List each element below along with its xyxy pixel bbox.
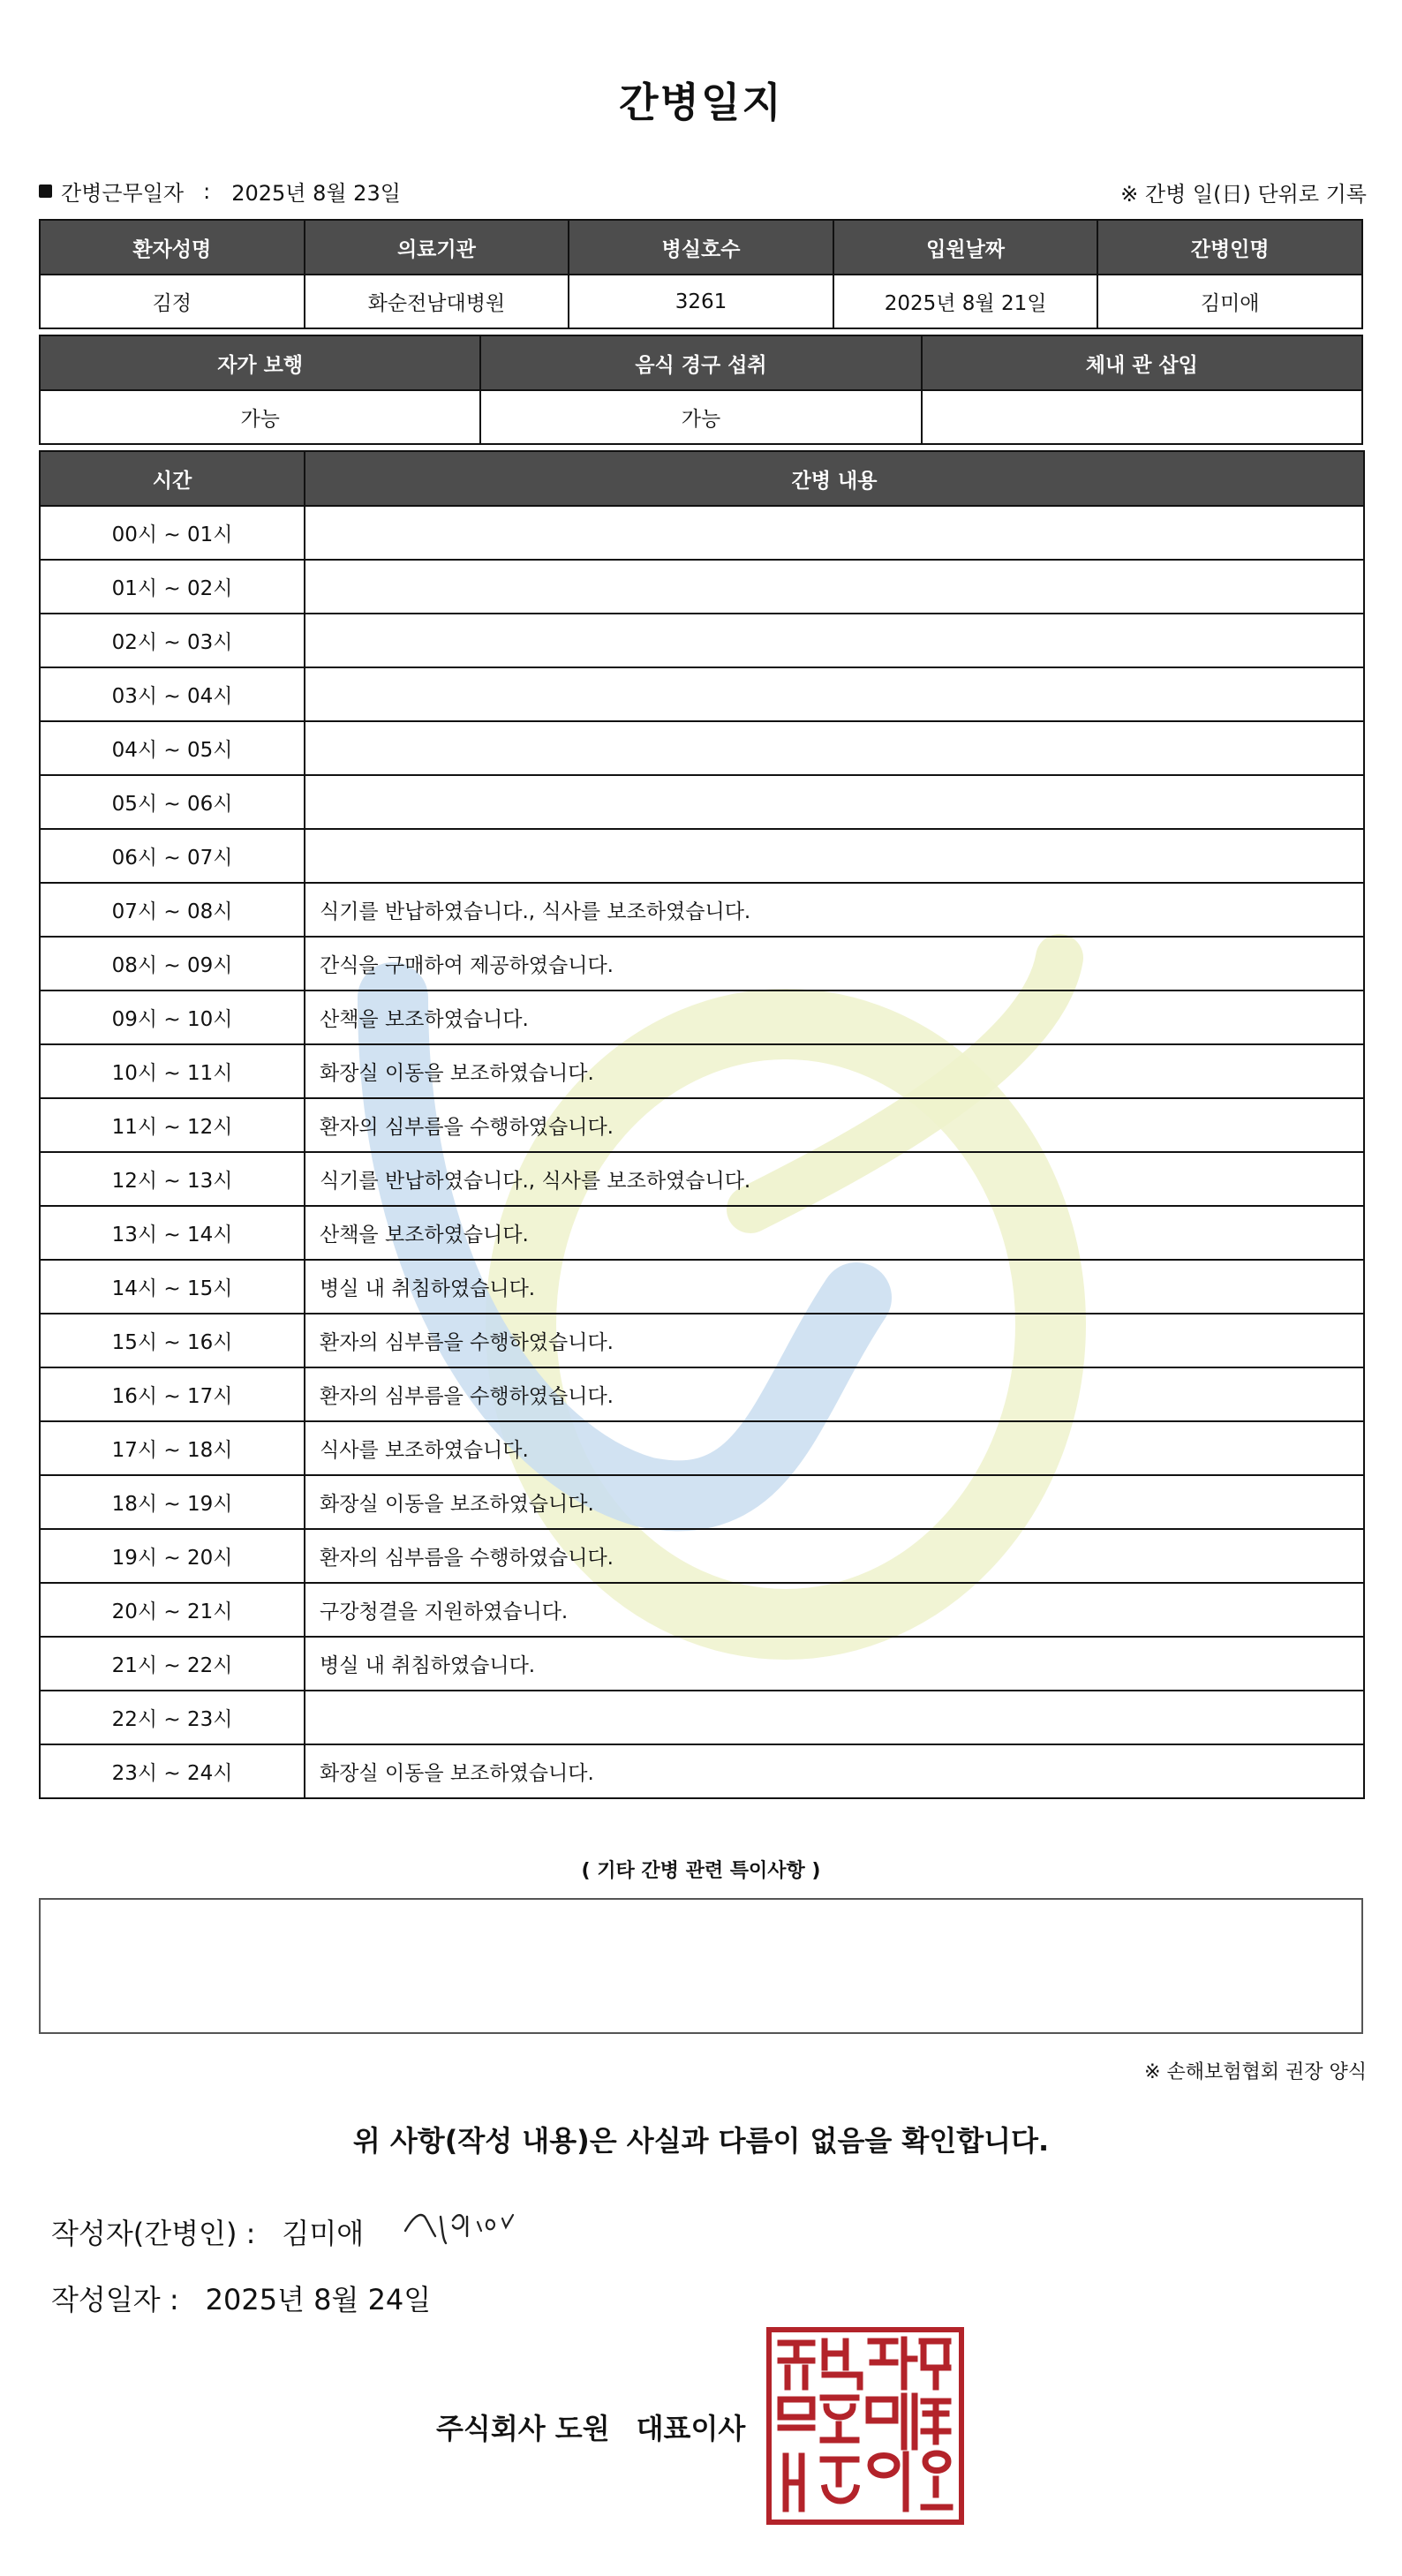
log-row xyxy=(40,990,1364,1044)
log-time: 01시 ~ 02시 xyxy=(40,560,305,614)
log-row xyxy=(40,667,1364,721)
work-date-label: 간병근무일자 xyxy=(61,181,185,206)
writer-name: 김미애 xyxy=(282,2217,365,2250)
header-hospital: 의료기관 xyxy=(305,220,569,275)
header-tube-insertion: 체내 관 삽입 xyxy=(922,335,1362,390)
write-date-label: 작성일자 : xyxy=(51,2283,179,2316)
log-row xyxy=(40,1475,1364,1529)
log-time: 00시 ~ 01시 xyxy=(40,506,305,560)
write-date-value: 2025년 8월 24일 xyxy=(205,2283,432,2316)
log-row xyxy=(40,1206,1364,1260)
work-date-value: 2025년 8월 23일 xyxy=(231,181,401,206)
write-date-line xyxy=(51,2278,431,2318)
log-content xyxy=(305,506,1364,560)
log-content xyxy=(305,667,1364,721)
log-time: 11시 ~ 12시 xyxy=(40,1098,305,1152)
log-content: 병실 내 취침하였습니다. xyxy=(305,1260,1364,1314)
self-walking-value: 가능 xyxy=(40,390,480,444)
log-row xyxy=(40,614,1364,667)
log-time: 15시 ~ 16시 xyxy=(40,1314,305,1367)
log-time: 06시 ~ 07시 xyxy=(40,829,305,883)
writer-line xyxy=(51,2211,364,2252)
log-row xyxy=(40,1098,1364,1152)
company-name: 주식회사 도원 xyxy=(436,2412,610,2445)
log-content: 구강청결을 지원하였습니다. xyxy=(305,1583,1364,1637)
log-row xyxy=(40,560,1364,614)
log-row xyxy=(40,721,1364,775)
log-content: 병실 내 취침하였습니다. xyxy=(305,1637,1364,1691)
log-row xyxy=(40,1152,1364,1206)
log-row xyxy=(40,1314,1364,1367)
header-room-number: 병실호수 xyxy=(569,220,833,275)
log-time: 04시 ~ 05시 xyxy=(40,721,305,775)
log-time: 03시 ~ 04시 xyxy=(40,667,305,721)
insurance-note: ※ 손해보험협회 권장 양식 xyxy=(1144,2061,1367,2083)
log-row xyxy=(40,1367,1364,1421)
log-content xyxy=(305,1691,1364,1744)
page-title: 간병일지 xyxy=(619,79,783,126)
admission-date: 2025년 8월 21일 xyxy=(833,275,1098,328)
log-content xyxy=(305,829,1364,883)
log-content xyxy=(305,775,1364,829)
log-time: 17시 ~ 18시 xyxy=(40,1421,305,1475)
header-time: 시간 xyxy=(40,451,305,506)
remarks-box xyxy=(39,1898,1363,2034)
log-row xyxy=(40,775,1364,829)
log-row xyxy=(40,506,1364,560)
log-content xyxy=(305,721,1364,775)
oral-intake-value: 가능 xyxy=(480,390,921,444)
info-header-row xyxy=(40,220,1362,275)
log-content: 식사를 보조하였습니다. xyxy=(305,1421,1364,1475)
status-value-row xyxy=(40,390,1362,444)
record-unit-note: ※ 간병 일(日) 단위로 기록 xyxy=(1120,182,1367,207)
tube-insertion-value xyxy=(922,390,1362,444)
log-time: 07시 ~ 08시 xyxy=(40,883,305,937)
log-time: 19시 ~ 20시 xyxy=(40,1529,305,1583)
log-row xyxy=(40,1744,1364,1798)
header-self-walking: 자가 보행 xyxy=(40,335,480,390)
log-content xyxy=(305,614,1364,667)
log-time: 02시 ~ 03시 xyxy=(40,614,305,667)
log-time: 12시 ~ 13시 xyxy=(40,1152,305,1206)
status-table xyxy=(39,335,1363,445)
log-time: 08시 ~ 09시 xyxy=(40,937,305,990)
care-log-table xyxy=(39,450,1365,1799)
log-content: 간식을 구매하여 제공하였습니다. xyxy=(305,937,1364,990)
log-row xyxy=(40,1421,1364,1475)
writer-label: 작성자(간병인) : xyxy=(51,2217,256,2250)
work-date-separator: : xyxy=(203,178,211,204)
log-row xyxy=(40,937,1364,990)
log-content: 산책을 보조하였습니다. xyxy=(305,990,1364,1044)
log-time: 23시 ~ 24시 xyxy=(40,1744,305,1798)
log-content: 화장실 이동을 보조하였습니다. xyxy=(305,1475,1364,1529)
company-seal-stamp xyxy=(766,2327,964,2525)
header-admission-date: 입원날짜 xyxy=(833,220,1098,275)
log-row xyxy=(40,1044,1364,1098)
log-time: 09시 ~ 10시 xyxy=(40,990,305,1044)
log-content: 화장실 이동을 보조하였습니다. xyxy=(305,1744,1364,1798)
log-time: 18시 ~ 19시 xyxy=(40,1475,305,1529)
room-number: 3261 xyxy=(569,275,833,328)
log-content: 환자의 심부름을 수행하였습니다. xyxy=(305,1529,1364,1583)
log-time: 14시 ~ 15시 xyxy=(40,1260,305,1314)
company-role: 대표이사 xyxy=(636,2412,746,2445)
header-care-content: 간병 내용 xyxy=(305,451,1364,506)
log-content: 환자의 심부름을 수행하였습니다. xyxy=(305,1367,1364,1421)
header-caregiver-name: 간병인명 xyxy=(1097,220,1362,275)
log-content: 환자의 심부름을 수행하였습니다. xyxy=(305,1314,1364,1367)
log-row xyxy=(40,1637,1364,1691)
log-row xyxy=(40,829,1364,883)
log-time: 05시 ~ 06시 xyxy=(40,775,305,829)
log-row xyxy=(40,883,1364,937)
log-content xyxy=(305,560,1364,614)
patient-name: 김정 xyxy=(40,275,305,328)
remarks-title: ( 기타 간병 관련 특이사항 ) xyxy=(581,1860,821,1882)
log-time: 21시 ~ 22시 xyxy=(40,1637,305,1691)
log-time: 22시 ~ 23시 xyxy=(40,1691,305,1744)
log-row xyxy=(40,1529,1364,1583)
work-date xyxy=(39,176,401,207)
log-row xyxy=(40,1691,1364,1744)
bullet-square-icon xyxy=(39,185,52,198)
seal-characters xyxy=(772,2332,959,2520)
info-value-row xyxy=(40,275,1362,328)
log-content: 화장실 이동을 보조하였습니다. xyxy=(305,1044,1364,1098)
hospital: 화순전남대병원 xyxy=(305,275,569,328)
log-content: 환자의 심부름을 수행하였습니다. xyxy=(305,1098,1364,1152)
confirmation-statement: 위 사항(작성 내용)은 사실과 다름이 없음을 확인합니다. xyxy=(352,2124,1050,2158)
caregiver-name: 김미애 xyxy=(1097,275,1362,328)
log-header-row xyxy=(40,451,1364,506)
company-line xyxy=(436,2407,745,2447)
status-header-row xyxy=(40,335,1362,390)
log-content: 식기를 반납하였습니다., 식사를 보조하였습니다. xyxy=(305,883,1364,937)
log-row xyxy=(40,1583,1364,1637)
log-time: 16시 ~ 17시 xyxy=(40,1367,305,1421)
log-content: 산책을 보조하였습니다. xyxy=(305,1206,1364,1260)
handwritten-signature xyxy=(402,2201,552,2250)
log-time: 13시 ~ 14시 xyxy=(40,1206,305,1260)
header-patient-name: 환자성명 xyxy=(40,220,305,275)
log-time: 20시 ~ 21시 xyxy=(40,1583,305,1637)
log-time: 10시 ~ 11시 xyxy=(40,1044,305,1098)
log-content: 식기를 반납하였습니다., 식사를 보조하였습니다. xyxy=(305,1152,1364,1206)
info-table xyxy=(39,219,1363,329)
header-oral-intake: 음식 경구 섭취 xyxy=(480,335,921,390)
log-row xyxy=(40,1260,1364,1314)
